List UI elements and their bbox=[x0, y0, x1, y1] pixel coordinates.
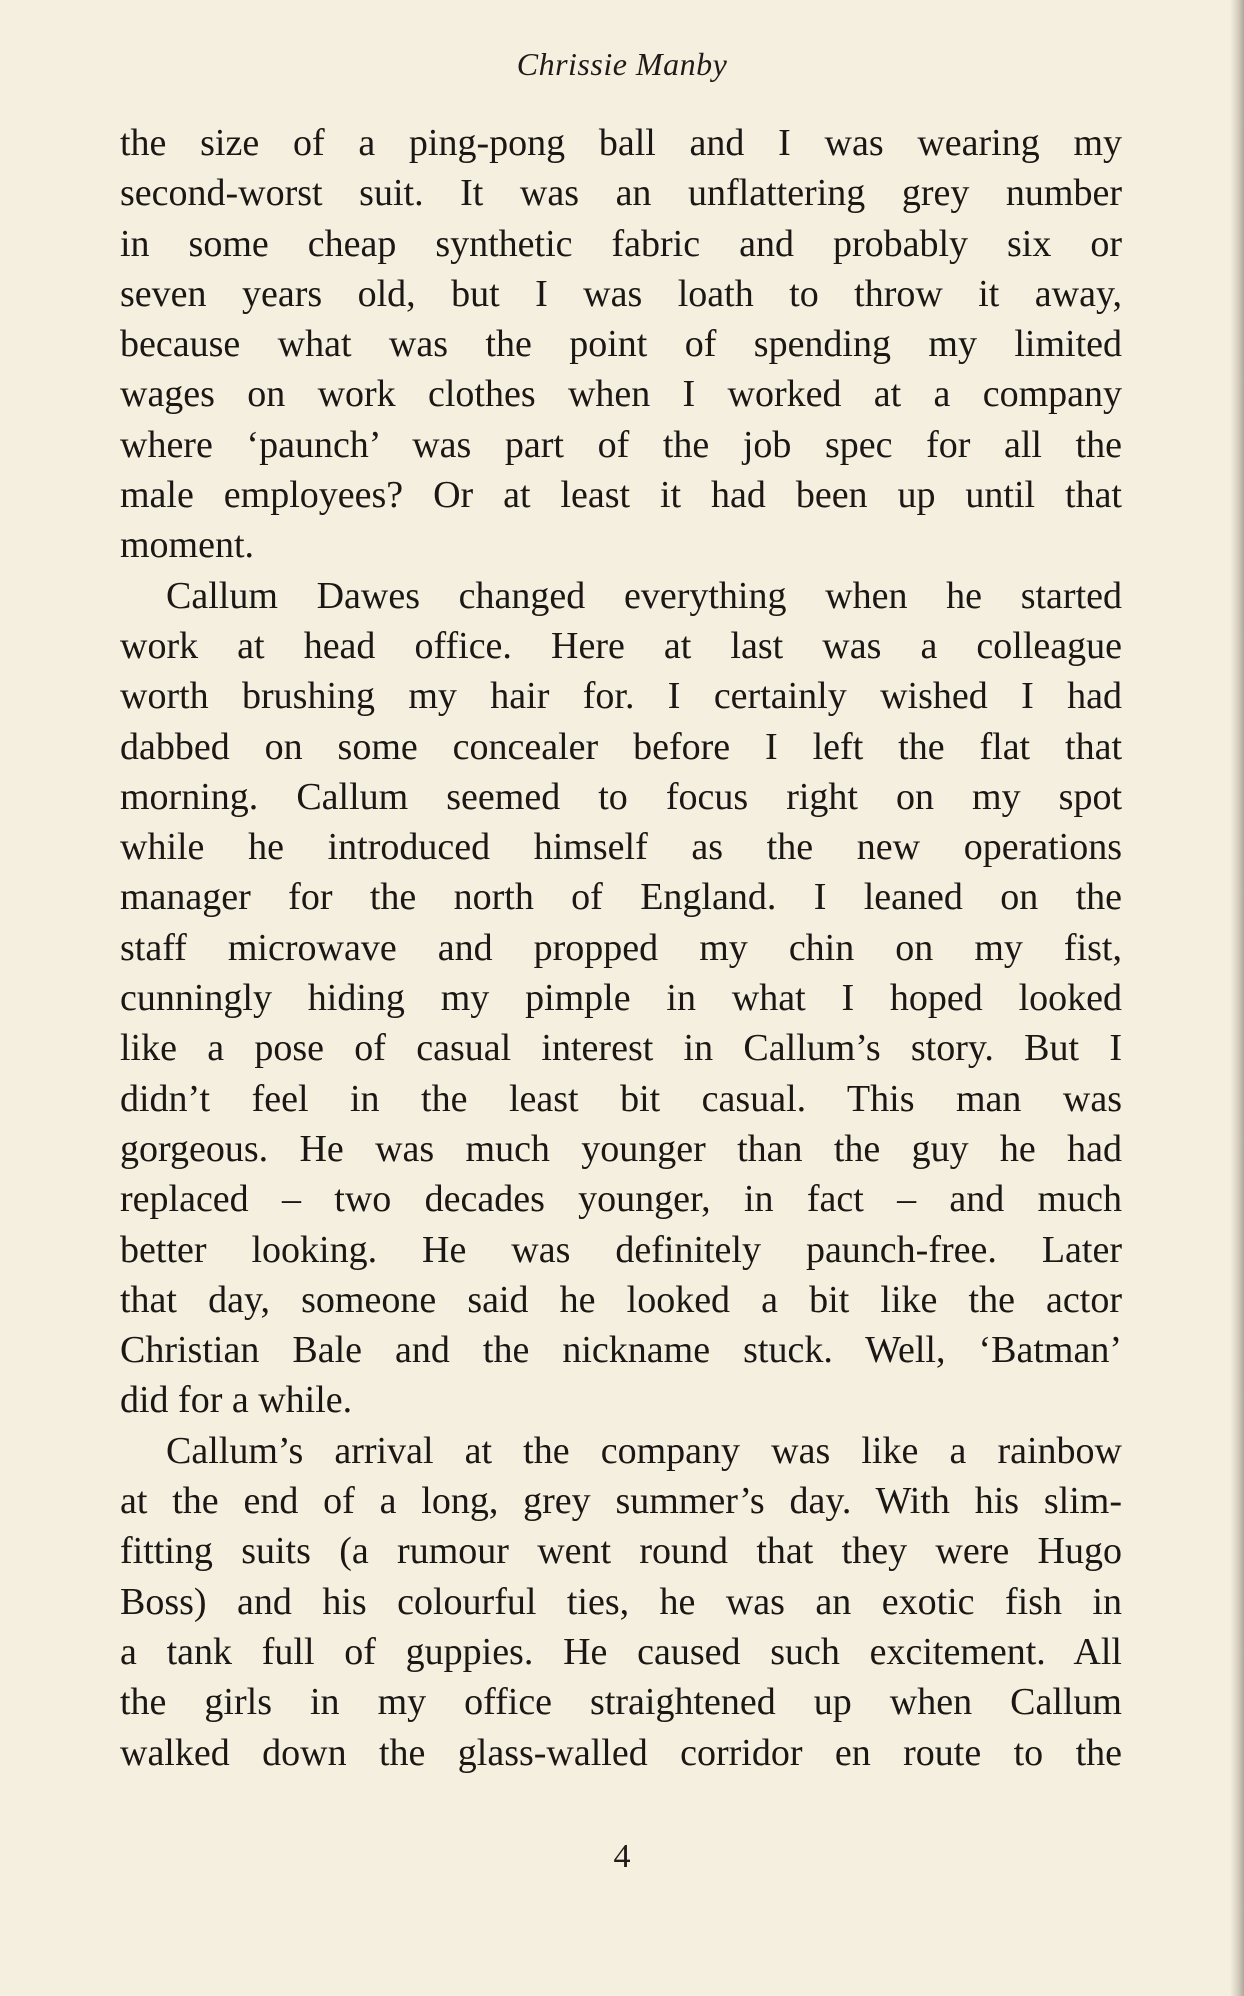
text-line: replaced – two decades younger, in fact – and much bbox=[120, 1178, 1122, 1221]
paragraph bbox=[120, 118, 1122, 571]
paragraph bbox=[120, 571, 1122, 1426]
text-line: Callum Dawes changed everything when he started bbox=[166, 574, 1122, 617]
text-line: fitting suits (a rumour went round that they were Hugo bbox=[120, 1530, 1122, 1573]
paragraph bbox=[120, 1426, 1122, 1778]
text-line: did for a while. bbox=[120, 1379, 353, 1422]
text-line: didn’t feel in the least bit casual. This man was bbox=[120, 1077, 1122, 1120]
text-line: staff microwave and propped my chin on my fist, bbox=[120, 926, 1122, 969]
text-line: that day, someone said he looked a bit like the actor bbox=[120, 1278, 1122, 1321]
text-line: seven years old, but I was loath to throw it away, bbox=[120, 272, 1122, 315]
body-text bbox=[120, 118, 1122, 1778]
text-line: the girls in my office straightened up when Callum bbox=[120, 1681, 1122, 1724]
text-line: manager for the north of England. I leaned on the bbox=[120, 876, 1122, 919]
text-line: Boss) and his colourful ties, he was an exotic fish in bbox=[120, 1580, 1122, 1623]
text-line: a tank full of guppies. He caused such excitement. All bbox=[120, 1630, 1122, 1673]
text-line: moment. bbox=[120, 524, 255, 567]
text-line: morning. Callum seemed to focus right on my spot bbox=[120, 775, 1122, 818]
text-line: the size of a ping-pong ball and I was wearing my bbox=[120, 122, 1122, 164]
text-line: Callum’s arrival at the company was like a rainbow bbox=[166, 1429, 1122, 1472]
page-number: 4 bbox=[613, 1838, 631, 1875]
text-line: second-worst suit. It was an unflattering grey number bbox=[120, 172, 1122, 215]
text-line: because what was the point of spending my limited bbox=[120, 323, 1122, 366]
text-line: walked down the glass-walled corridor en route to the bbox=[120, 1731, 1122, 1774]
text-line: gorgeous. He was much younger than the guy he had bbox=[120, 1127, 1122, 1170]
text-line: work at head office. Here at last was a colleague bbox=[120, 624, 1122, 667]
text-line: dabbed on some concealer before I left the flat that bbox=[120, 725, 1122, 768]
text-line: wages on work clothes when I worked at a company bbox=[120, 373, 1122, 416]
text-line: male employees? Or at least it had been up until that bbox=[120, 474, 1122, 517]
text-line: at the end of a long, grey summer’s day. With his slim- bbox=[120, 1480, 1122, 1523]
text-line: worth brushing my hair for. I certainly wished I had bbox=[120, 675, 1122, 718]
text-line: in some cheap synthetic fabric and probably six or bbox=[120, 222, 1122, 265]
text-line: like a pose of casual interest in Callum’s story. But I bbox=[120, 1027, 1122, 1070]
page-edge-shadow bbox=[1230, 0, 1244, 1996]
text-line: where ‘paunch’ was part of the job spec for all the bbox=[120, 423, 1122, 466]
text-line: better looking. He was definitely paunch-free. Later bbox=[120, 1228, 1122, 1271]
text-line: while he introduced himself as the new operations bbox=[120, 826, 1122, 869]
text-line: Christian Bale and the nickname stuck. Well, ‘Batman’ bbox=[120, 1329, 1122, 1372]
running-head: Chrissie Manby bbox=[516, 46, 728, 82]
text-line: cunningly hiding my pimple in what I hoped looked bbox=[120, 977, 1122, 1020]
